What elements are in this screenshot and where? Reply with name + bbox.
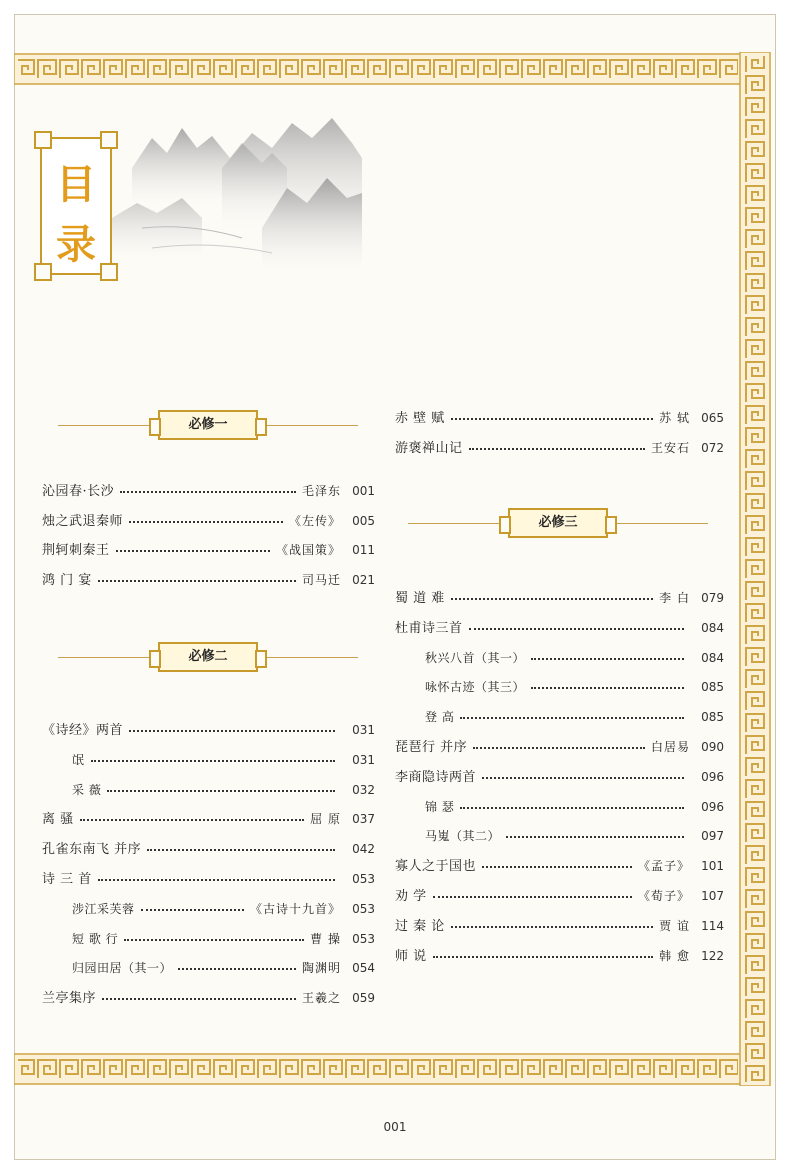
toc-entry[interactable] (395, 737, 724, 757)
toc-entry[interactable] (42, 869, 375, 889)
toc-entry[interactable] (395, 767, 724, 787)
dot-leader (460, 806, 684, 809)
entry-title: 涉江采芙蓉 (72, 902, 135, 916)
entry-author: 李 白 (659, 591, 690, 605)
entry-title: 游褒禅山记 (395, 441, 463, 456)
entry-page-number: 005 (352, 514, 375, 528)
entry-author: 陶渊明 (301, 961, 341, 975)
entry-author: 王羲之 (301, 991, 341, 1005)
dot-leader (451, 597, 653, 600)
toc-entry[interactable] (42, 988, 375, 1008)
entry-title: 劝 学 (395, 889, 427, 904)
entry-page-number: 072 (701, 441, 724, 455)
entry-page-number: 031 (352, 723, 375, 737)
entry-page-number: 096 (701, 770, 724, 784)
entry-page-number: 011 (352, 543, 375, 557)
dot-leader (107, 789, 335, 792)
entry-title: 《诗经》两首 (42, 723, 124, 738)
entry-page-number: 079 (701, 591, 724, 605)
toc-entry[interactable] (395, 408, 724, 428)
toc-entry[interactable] (42, 839, 375, 859)
entry-title: 孔雀东南飞 并序 (42, 842, 142, 857)
entry-author: 韩 愈 (659, 949, 690, 963)
entry-author: 贾 谊 (659, 919, 690, 933)
dot-leader (451, 417, 653, 420)
fret-border-right (738, 52, 772, 1086)
entry-title: 咏怀古迹（其三） (425, 680, 526, 694)
toc-title-char-1: 目 (56, 162, 96, 208)
entry-title: 诗 三 首 (42, 872, 92, 887)
entry-title: 采 薇 (72, 783, 102, 797)
entry-title: 烛之武退秦师 (42, 514, 124, 529)
dot-leader (98, 878, 335, 881)
ink-landscape-illustration (112, 108, 362, 283)
entry-title: 登 高 (425, 710, 455, 724)
toc-entry[interactable] (425, 648, 724, 668)
entry-title: 荆轲刺秦王 (42, 543, 110, 558)
toc-entry[interactable] (395, 916, 724, 936)
section-badge: 必修三 (508, 508, 608, 538)
toc-entry[interactable] (42, 511, 375, 531)
entry-title: 马嵬（其二） (425, 829, 501, 843)
toc-title-char-2: 录 (56, 222, 96, 268)
dot-leader (506, 835, 684, 838)
dot-leader (124, 938, 304, 941)
dot-leader (460, 716, 684, 719)
entry-title: 寡人之于国也 (395, 859, 477, 874)
entry-page-number: 053 (352, 932, 375, 946)
entry-title: 归园田居（其一） (72, 961, 173, 975)
section-header-3 (408, 508, 708, 540)
entry-page-number: 054 (352, 961, 375, 975)
toc-entry[interactable] (72, 899, 375, 919)
toc-entry[interactable] (395, 588, 724, 608)
toc-entry[interactable] (395, 856, 724, 876)
dot-leader (102, 997, 296, 1000)
entry-page-number: 085 (701, 680, 724, 694)
entry-title: 蜀 道 难 (395, 591, 445, 606)
entry-page-number: 001 (352, 484, 375, 498)
entry-title: 杜甫诗三首 (395, 621, 463, 636)
dot-leader (91, 759, 335, 762)
entry-title: 过 秦 论 (395, 919, 445, 934)
fret-border-bottom (14, 1052, 776, 1086)
toc-entry[interactable] (395, 886, 724, 906)
entry-page-number: 101 (701, 859, 724, 873)
entry-page-number: 065 (701, 411, 724, 425)
dot-leader (473, 746, 645, 749)
entry-page-number: 085 (701, 710, 724, 724)
toc-entry[interactable] (72, 958, 375, 978)
dot-leader (147, 848, 335, 851)
entry-title: 沁园春·长沙 (42, 484, 115, 499)
entry-page-number: 090 (701, 740, 724, 754)
toc-entry[interactable] (72, 780, 375, 800)
entry-title: 秋兴八首（其一） (425, 651, 526, 665)
entry-page-number: 021 (352, 573, 375, 587)
toc-entry[interactable] (42, 720, 375, 740)
entry-page-number: 107 (701, 889, 724, 903)
entry-page-number: 122 (701, 949, 724, 963)
toc-entry[interactable] (42, 540, 375, 560)
dot-leader (531, 686, 684, 689)
dot-leader (129, 520, 283, 523)
entry-author: 王安石 (650, 441, 690, 455)
section-header-1 (58, 410, 358, 442)
section-header-2 (58, 642, 358, 674)
entry-title: 离 骚 (42, 812, 74, 827)
entry-page-number: 032 (352, 783, 375, 797)
dot-leader (531, 657, 684, 660)
entry-page-number: 037 (352, 812, 375, 826)
page-number: 001 (383, 1120, 407, 1134)
entry-page-number: 084 (701, 651, 724, 665)
toc-title-box (40, 137, 112, 275)
entry-author: 《孟子》 (637, 859, 690, 873)
entry-page-number: 059 (352, 991, 375, 1005)
toc-entry[interactable] (395, 618, 724, 638)
entry-page-number: 031 (352, 753, 375, 767)
entry-page-number: 114 (701, 919, 724, 933)
entry-author: 白居易 (650, 740, 690, 754)
dot-leader (482, 776, 684, 779)
toc-entry[interactable] (395, 438, 724, 458)
entry-author: 曹 操 (310, 932, 341, 946)
section-badge: 必修一 (158, 410, 258, 440)
entry-author: 司马迁 (301, 573, 341, 587)
toc-entry[interactable] (425, 677, 724, 697)
toc-entry[interactable] (72, 750, 375, 770)
entry-author: 《荀子》 (637, 889, 690, 903)
section-badge: 必修二 (158, 642, 258, 672)
toc-entry[interactable] (72, 929, 375, 949)
entry-title: 李商隐诗两首 (395, 770, 477, 785)
dot-leader (80, 818, 305, 821)
dot-leader (116, 549, 270, 552)
dot-leader (469, 447, 645, 450)
entry-author: 《战国策》 (275, 543, 341, 557)
entry-title: 兰亭集序 (42, 991, 97, 1006)
entry-author: 苏 轼 (659, 411, 690, 425)
entry-title: 赤 壁 赋 (395, 411, 445, 426)
dot-leader (98, 579, 296, 582)
entry-title: 琵琶行 并序 (395, 740, 468, 755)
dot-leader (120, 490, 296, 493)
toc-entry[interactable] (42, 570, 375, 590)
entry-page-number: 053 (352, 902, 375, 916)
entry-page-number: 084 (701, 621, 724, 635)
entry-page-number: 097 (701, 829, 724, 843)
entry-page-number: 053 (352, 872, 375, 886)
entry-author: 毛泽东 (301, 484, 341, 498)
dot-leader (433, 895, 632, 898)
dot-leader (482, 865, 632, 868)
entry-title: 短 歌 行 (72, 932, 119, 946)
toc-entry[interactable] (425, 707, 724, 727)
toc-entry[interactable] (395, 946, 724, 966)
dot-leader (141, 908, 244, 911)
entry-page-number: 042 (352, 842, 375, 856)
entry-author: 《左传》 (288, 514, 341, 528)
entry-author: 屈 原 (310, 812, 341, 826)
entry-title: 鸿 门 宴 (42, 573, 92, 588)
dot-leader (178, 967, 296, 970)
entry-page-number: 096 (701, 800, 724, 814)
dot-leader (451, 925, 653, 928)
fret-border-top (14, 52, 776, 86)
toc-entry[interactable] (42, 481, 375, 501)
dot-leader (433, 955, 654, 958)
dot-leader (469, 627, 684, 630)
entry-title: 师 说 (395, 949, 427, 964)
dot-leader (129, 729, 335, 732)
entry-title: 氓 (72, 753, 85, 767)
entry-author: 《古诗十九首》 (249, 902, 341, 916)
toc-entry[interactable] (425, 826, 724, 846)
toc-entry[interactable] (425, 797, 724, 817)
toc-entry[interactable] (42, 809, 375, 829)
entry-title: 锦 瑟 (425, 800, 455, 814)
corner-ornament (34, 131, 52, 149)
